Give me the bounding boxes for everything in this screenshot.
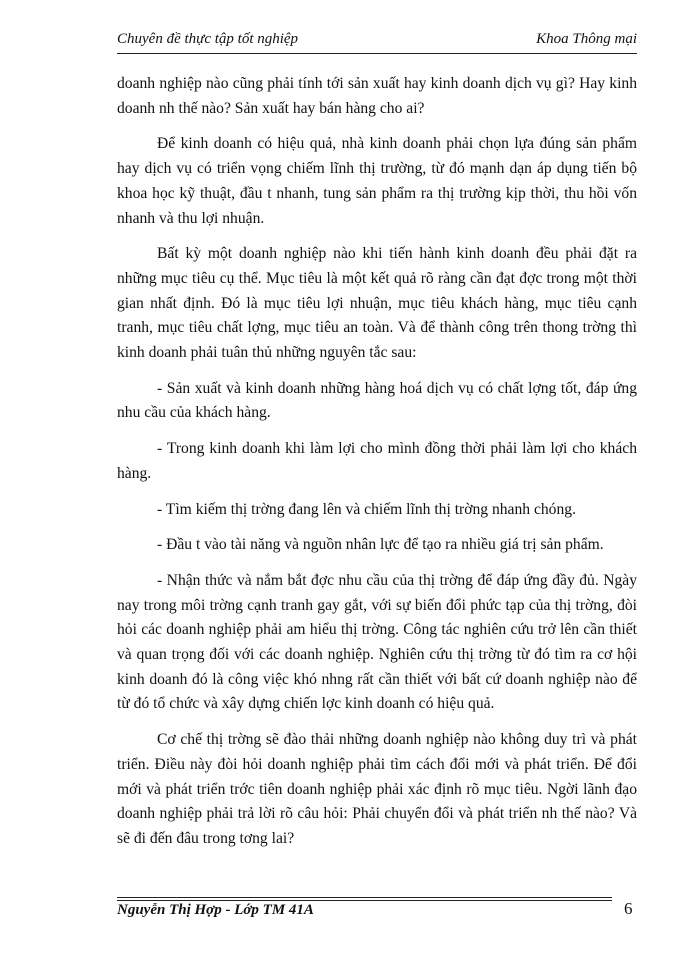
footer-author: Nguyễn Thị Hợp - Lớp TM 41A <box>117 902 314 918</box>
paragraph: - Trong kinh doanh khi làm lợi cho mình đồng thời phải làm lợi cho khách hàng. <box>117 440 637 482</box>
paragraph: - Sản xuất và kinh doanh những hàng hoá dịch vụ có chất lợng tốt, đáp ứng nhu cầu của khách hàng. <box>117 379 637 422</box>
paragraph: - Đầu t vào tài năng và nguồn nhân lực để tạo ra nhiều giá trị sản phẩm. <box>157 536 604 554</box>
paragraph: doanh nghiệp nào cũng phải tính tới sản xuất hay kinh doanh dịch vụ gì? Hay kinh doanh nh thế nào? Sản xuất hay bán hàng cho ai? <box>117 75 637 117</box>
paragraph: - Tìm kiếm thị trờng đang lên và chiếm lĩnh thị trờng nhanh chóng. <box>157 500 576 518</box>
header-rule <box>117 53 637 54</box>
header-department: Khoa Thông mại <box>536 31 637 47</box>
body-text <box>117 72 637 852</box>
paragraph: Cơ chế thị trờng sẽ đào thải những doanh nghiệp nào không duy trì và phát triển. Điều này đòi hỏi doanh nghiệp phải tìm cách đổi mới và phát triển. Để đổi mới và phát triển trớc tiên doanh nghiệp phải xác định rõ mục tiêu. Ngời lãnh đạo doanh nghiệp phải trả lời rõ câu hỏi: Phải chuyển đổi và phát triển nh thế nào? Và sẽ đi đến đâu trong tơng lai? <box>117 731 637 847</box>
header-title: Chuyên đề thực tập tốt nghiệp <box>117 31 299 47</box>
page-number: 6 <box>624 899 633 918</box>
footer-rule <box>117 897 612 898</box>
paragraph: - Nhận thức và nắm bắt đợc nhu cầu của thị trờng để đáp ứng đầy đủ. Ngày nay trong môi trờng cạnh tranh gay gắt, với sự biến đổi phức tạp của thị trờng, đòi hỏi các doanh nghiệp phải am hiểu thị trờng. Công tác nghiên cứu trở lên cần thiết và quan trọng đối với các doanh nghiệp. Nghiên cứu thị trờng từ đó tìm ra cơ hội kinh doanh đó là công việc khó nhng rất cần thiết với bất cứ doanh nghiệp nào để từ đó tổ chức và xây dựng chiến lợc kinh doanh có hiệu quả. <box>117 571 637 713</box>
paragraph: Bất kỳ một doanh nghiệp nào khi tiến hành kinh doanh đều phải đặt ra những mục tiêu cụ thể. Mục tiêu là một kết quả rõ ràng cần đạt đợc trong một thời gian nhất định. Đó là mục tiêu lợi nhuận, mục tiêu khách hàng, mục tiêu cạnh tranh, mục tiêu chất lợng, mục tiêu an toàn. Và để thành công trên thong trờng thì kinh doanh phải tuân thủ những nguyên tắc sau: <box>117 245 637 362</box>
paragraph: Để kinh doanh có hiệu quả, nhà kinh doanh phải chọn lựa đúng sản phẩm hay dịch vụ có triển vọng chiếm lĩnh thị trường, từ đó mạnh dạn áp dụng tiến bộ khoa học kỹ thuật, đầu t nhanh, tung sản phẩm ra thị trường kịp thời, thu hồi vốn nhanh và thu lợi nhuận. <box>117 135 637 227</box>
footer-rule <box>117 900 612 901</box>
